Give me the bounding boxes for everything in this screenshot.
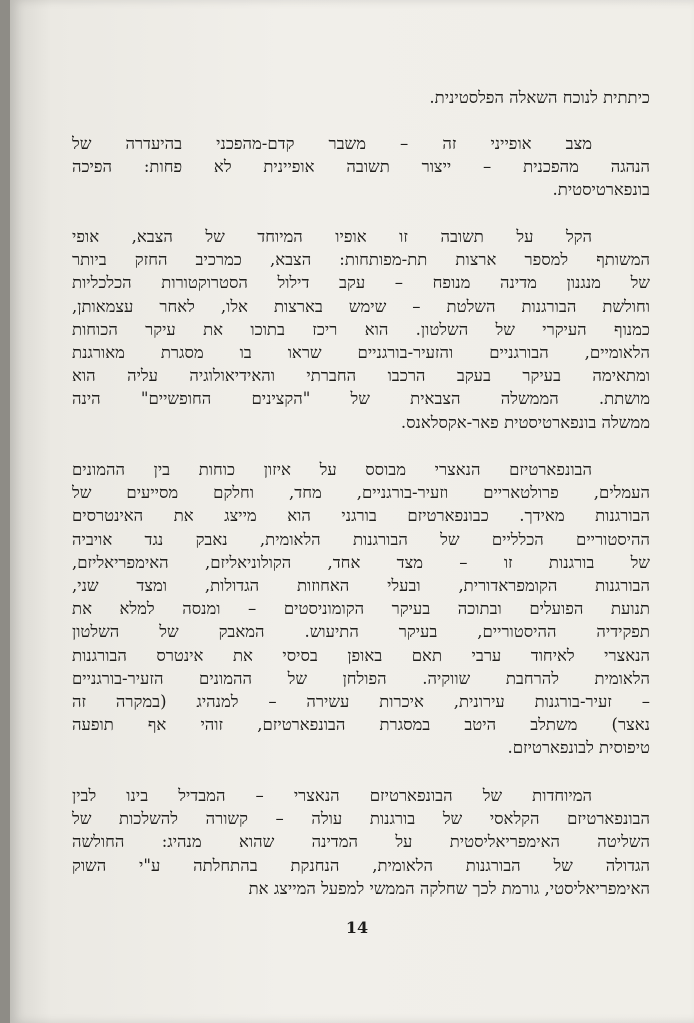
text-line: המשותף למספר ארצות תת-מפותחות: הצבא, כמרכיב החזק ביותר (72, 250, 650, 270)
text-line: הבורגנות הקומפראדורית, ובעלי האחוזות הגדולות, ומצד שני, (72, 576, 650, 596)
text-line: ומתאימה בעיקר בעקב הרכבו החברתי והאידיאולוגיה עליה הוא (72, 366, 650, 386)
text-line: ההיסטוריים הכלליים של הבורגנות הלאומית, נאבק נגד אויביה (72, 529, 650, 549)
text-line: הלאומית להרחבת שווקיה. הפולחן של ההמונים הזעיר-בורגניים (72, 668, 650, 688)
text-line: הנהגה מהפכנית – ייצור תשובה אופיינית לא פחות: הפיכה (72, 157, 650, 177)
paragraph (72, 225, 650, 434)
paragraph (72, 86, 650, 109)
text-line: תפקידיה ההיסטוריים, בעיקר התיעוש. המאבק של השלטון (72, 622, 650, 642)
text-line: הלאומיים, הבורגניים והזעיר-בורגניים שראו בו מסגרת מאורגנת (72, 343, 650, 363)
text-line: השליטה האימפריאליסטית על המדינה שהוא מנהיג: החולשה (72, 832, 650, 852)
text-line: – זעיר-בורגנות עירונית, איכרות עשירה – למנהיג (במקרה זה (72, 692, 650, 712)
paragraph (72, 784, 650, 900)
text-line: האימפריאליסטי, גורמת לכך שחלקה הממשי למפעל המייצג את (248, 878, 650, 898)
paragraph (72, 132, 650, 202)
text-line: הבונפארטיזם הנאצרי מבוסס על איזון כוחות בין ההמונים (72, 460, 592, 479)
text-line: נאצר) משתלב היטב במסגרת הבונפארטיזם, זוהי אף תופעה (72, 715, 650, 735)
text-line: של מנגנון מדינה מנופח – עקב דילול הסטרוקטורות הכלכליות (72, 273, 650, 293)
text-line: מצב אופייני זה – משבר קדם-מהפכני בהיעדרה של (72, 134, 592, 153)
text-line: של בורגנות זו – מצד אחד, הקולוניאליזם, האימפריאליזם, (72, 552, 650, 572)
text-line: מושתת. הממשלה הצבאית של "הקצינים החופשיים" הינה (72, 389, 650, 409)
text-line: הגדולה של הבורגנות הלאומית, הנחנקת בהתחלתה ע"י השוק (72, 855, 650, 875)
book-page (10, 0, 694, 1023)
text-line: תנועת הפועלים ובתוכה בעיקר הקומוניסטים – ומנסה למלא את (72, 599, 650, 619)
text-line: הבונפארטיזם הקלאסי של בורגנות עולה – קשורה להשלכות של (72, 809, 650, 829)
text-line: כיתתית לנוכח השאלה הפלסטינית. (429, 88, 650, 107)
text-line: הנאצרי לאיחוד ערבי תאם באופן בסיסי את אינטרס הבורגנות (72, 645, 650, 665)
text-line: ממשלה בונפארטיסטית פאר-אקסלאנס. (400, 412, 650, 432)
text-line: כמנוף העיקרי של השלטון. הוא ריכז בתוכו את עיקר הכוחות (72, 319, 650, 339)
text-line: טיפוסית לבונפארטיזם. (507, 738, 650, 758)
text-line: העמלים, פרולטאריים וזעיר-בורגניים, מחד, וחלקם מסייעים של (72, 483, 650, 503)
text-line: המיוחדות של הבונפארטיזם הנאצרי – המבדיל בינו לבין (72, 786, 592, 805)
text-line: בונפארטיסטית. (552, 180, 650, 200)
text-line: וחולשת הבורגנות השלטת – שימש בארצות אלו, לאחר עצמאותן, (72, 296, 650, 316)
text-line: הקל על תשובה זו אופיו המיוחד של הצבא, אופי (72, 227, 592, 246)
page-number: 14 (345, 918, 369, 937)
paragraph (72, 458, 650, 760)
text-line: הבורגנות מאידך. כבונפארטיזם בורגני הוא מייצג את האינטרסים (72, 506, 650, 526)
